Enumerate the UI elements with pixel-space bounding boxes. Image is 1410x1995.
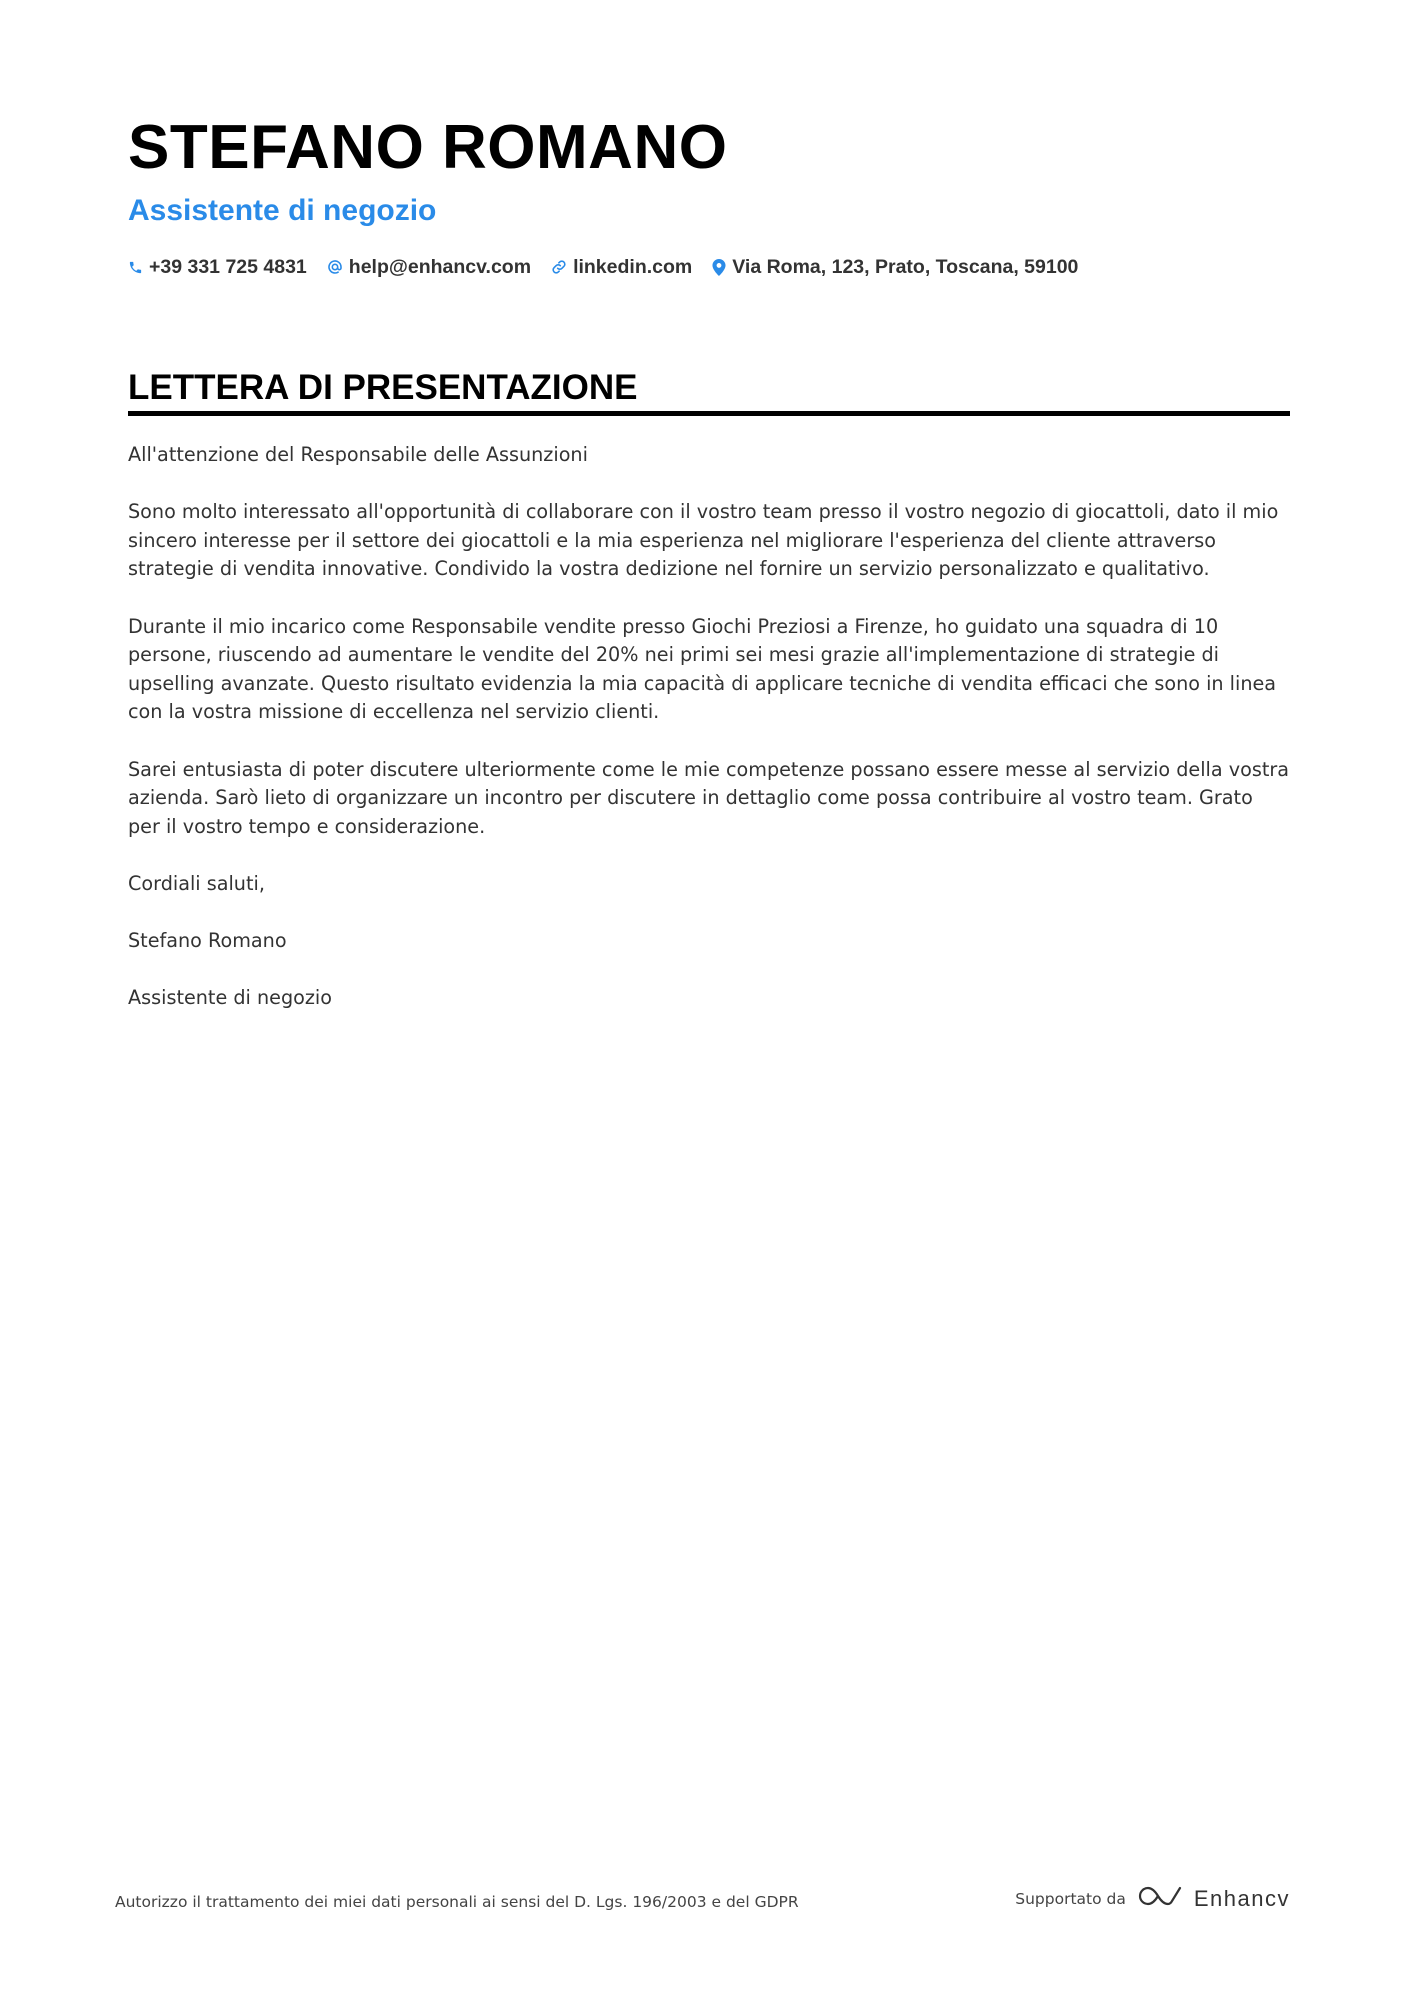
email-link[interactable]: help@enhancv.com	[348, 256, 532, 278]
phone-icon	[128, 260, 143, 275]
enhancv-logo-icon	[1138, 1884, 1184, 1913]
enhancv-brand-link[interactable]	[1138, 1884, 1290, 1913]
powered-by	[1015, 1884, 1290, 1913]
candidate-name: STEFANO ROMANO	[128, 113, 728, 182]
candidate-role: Assistente di negozio	[128, 194, 437, 227]
enhancv-wordmark: Enhancv	[1193, 1885, 1290, 1911]
signature-name: Stefano Romano	[128, 929, 287, 953]
powered-by-label: Supportato da	[1015, 1889, 1126, 1908]
privacy-consent: Autorizzo il trattamento dei miei dati personali ai sensi del D. Lgs. 196/2003 e del GDPR	[115, 1893, 799, 1911]
cover-letter-page	[115, 0, 1290, 1995]
section-title: LETTERA DI PRESENTAZIONE	[128, 368, 638, 407]
letter-closing: Cordiali saluti,	[128, 871, 265, 895]
letter-salutation: All'attenzione del Responsabile delle Assunzioni	[128, 443, 588, 466]
location-pin-icon	[712, 259, 726, 276]
letter-paragraph: Sono molto interessato all'opportunità di collaborare con il vostro team presso il vostro negozio di giocattoli, dato il mio sincero interesse per il settore dei giocattoli e la mia esperienza nel migliorare l'esperienza del cliente attraverso strategie di vendita innovative. Condivido la vostra dedizione nel fornire un servizio personalizzato e qualitativo.	[128, 500, 1279, 581]
at-icon	[327, 259, 343, 275]
contact-linkedin	[551, 254, 692, 280]
linkedin-link[interactable]: linkedin.com	[573, 256, 693, 278]
letter-paragraph: Durante il mio incarico come Responsabile vendite presso Giochi Preziosi a Firenze, ho guidato una squadra di 10 persone, riuscendo ad aumentare le vendite del 20% nei primi sei mesi grazie all'implementazione di strategie di upselling avanzate. Questo risultato evidenzia la mia capacità di applicare tecniche di vendita efficaci che sono in linea con la vostra missione di eccellenza nel servizio clienti.	[128, 614, 1277, 724]
link-icon	[551, 259, 567, 275]
contact-phone	[128, 254, 307, 280]
contact-email	[327, 254, 531, 280]
contact-bar	[128, 254, 1078, 280]
letter-body	[128, 441, 1290, 1041]
contact-address	[712, 254, 1078, 280]
signature-role: Assistente di negozio	[128, 986, 332, 1010]
address-text: Via Roma, 123, Prato, Toscana, 59100	[732, 256, 1079, 278]
section-divider	[128, 411, 1290, 416]
phone-number[interactable]: +39 331 725 4831	[149, 256, 307, 278]
letter-paragraph: Sarei entusiasta di poter discutere ulteriormente come le mie competenze possano essere messe al servizio della vostra azienda. Sarò lieto di organizzare un incontro per discutere in dettaglio come possa contribuire al vostro team. Grato per il vostro tempo e considerazione.	[128, 757, 1290, 838]
